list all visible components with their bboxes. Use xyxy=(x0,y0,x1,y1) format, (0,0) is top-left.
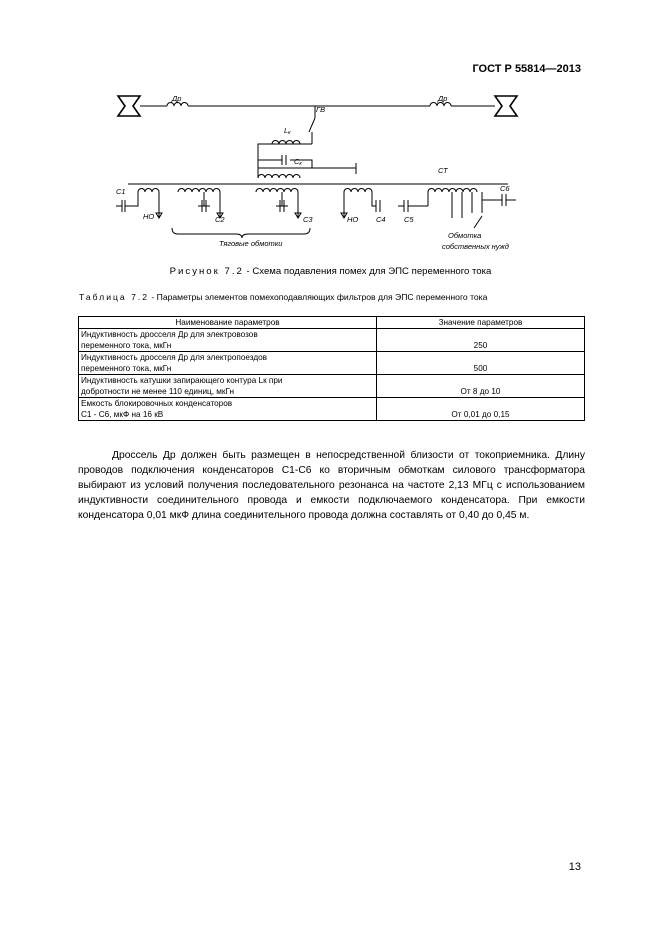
label-aux-winding-1: Обмотка xyxy=(448,231,482,240)
param-value: 250 xyxy=(377,329,585,352)
table-label: Таблица 7.2 xyxy=(79,292,150,302)
param-name: Индуктивность дросселя Др для электровозов переменного тока, мкГн xyxy=(79,329,377,352)
label-traction-windings: Тяговые обмотки xyxy=(219,239,283,248)
label-lk: Lк xyxy=(284,126,291,136)
label-ho-right: НО xyxy=(347,215,359,224)
page-number: 13 xyxy=(568,861,581,873)
main-switch-gv xyxy=(309,106,315,144)
table-row xyxy=(79,375,585,398)
capacitor-c3 xyxy=(276,192,301,218)
figure-title: - Схема подавления помех для ЭПС переменного тока xyxy=(243,266,492,277)
label-ct: СТ xyxy=(438,166,448,175)
traction-winding-2 xyxy=(256,189,298,193)
figure-caption xyxy=(0,266,661,277)
pantograph-left-icon xyxy=(118,96,140,116)
aux-winding xyxy=(428,189,477,193)
param-value: От 8 до 10 xyxy=(377,375,585,398)
label-dr-left: Др xyxy=(172,94,182,103)
param-name: Емкость блокировочных конденсаторов С1 - С6, мкФ на 16 кВ xyxy=(79,398,377,421)
secondary-winding-right xyxy=(344,189,372,193)
pantograph-right-icon xyxy=(495,96,517,116)
label-ho-left: НО xyxy=(143,212,155,221)
inductor-lk xyxy=(272,141,300,145)
column-header-value: Значение параметров xyxy=(377,317,585,329)
figure-label: Рисунок 7.2 xyxy=(169,266,244,277)
parameters-table xyxy=(78,316,585,421)
label-c3: С3 xyxy=(303,215,313,224)
traction-winding-1 xyxy=(178,189,220,193)
choke-dr-right xyxy=(430,103,451,107)
secondary-winding-left xyxy=(138,189,159,193)
aux-leads xyxy=(428,192,482,218)
table-row xyxy=(79,398,585,421)
body-paragraph: Дроссель Др должен быть размещен в непосредственной близости от токоприемника. Длину проводов подключения конденсаторов С1-С6 ко вторичным обмоткам силового трансформатора выбирают из условий получения последовательного резонанса на частоте 2,13 МГц с использованием индуктивности соединительного провода и емкости подключаемого конденсатора. При емкости конденсатора 0,01 мкФ длина соединительного провода должна составлять от 0,40 до 0,45 м. xyxy=(78,450,585,522)
param-name: Индуктивность катушки запирающего контура Lк при добротности не менее 110 единиц, мкГн xyxy=(79,375,377,398)
label-c1: С1 xyxy=(116,187,126,196)
blocking-circuit-wires xyxy=(258,144,356,168)
transformer-primary xyxy=(258,168,300,178)
traction-brace xyxy=(172,228,310,238)
label-gv: ГВ xyxy=(316,105,326,114)
document-code: ГОСТ Р 55814—2013 xyxy=(472,63,581,75)
label-dr-right: Др xyxy=(438,94,448,103)
param-value: 500 xyxy=(377,352,585,375)
table-row xyxy=(79,329,585,352)
table-header-row xyxy=(79,317,585,329)
interference-suppression-diagram xyxy=(108,88,528,258)
capacitor-c5 xyxy=(398,200,428,212)
table-row xyxy=(79,352,585,375)
label-c6: С6 xyxy=(500,184,510,193)
table-caption xyxy=(79,292,487,302)
param-value: От 0,01 до 0,15 xyxy=(377,398,585,421)
param-name: Индуктивность дросселя Др для электропоездов переменного тока, мкГн xyxy=(79,352,377,375)
capacitor-c6 xyxy=(482,194,516,206)
label-c4: С4 xyxy=(376,215,386,224)
column-header-name: Наименование параметров xyxy=(79,317,377,329)
label-ck: Cк xyxy=(294,157,302,167)
label-c2: С2 xyxy=(215,215,225,224)
label-aux-winding-2: собственных нужд xyxy=(442,242,509,251)
table-title: - Параметры элементов помехоподавляющих фильтров для ЭПС переменного тока xyxy=(149,292,488,302)
label-c5: С5 xyxy=(404,215,414,224)
choke-dr-left xyxy=(167,103,188,107)
aux-pointer xyxy=(474,216,482,228)
capacitor-ck xyxy=(282,155,286,165)
